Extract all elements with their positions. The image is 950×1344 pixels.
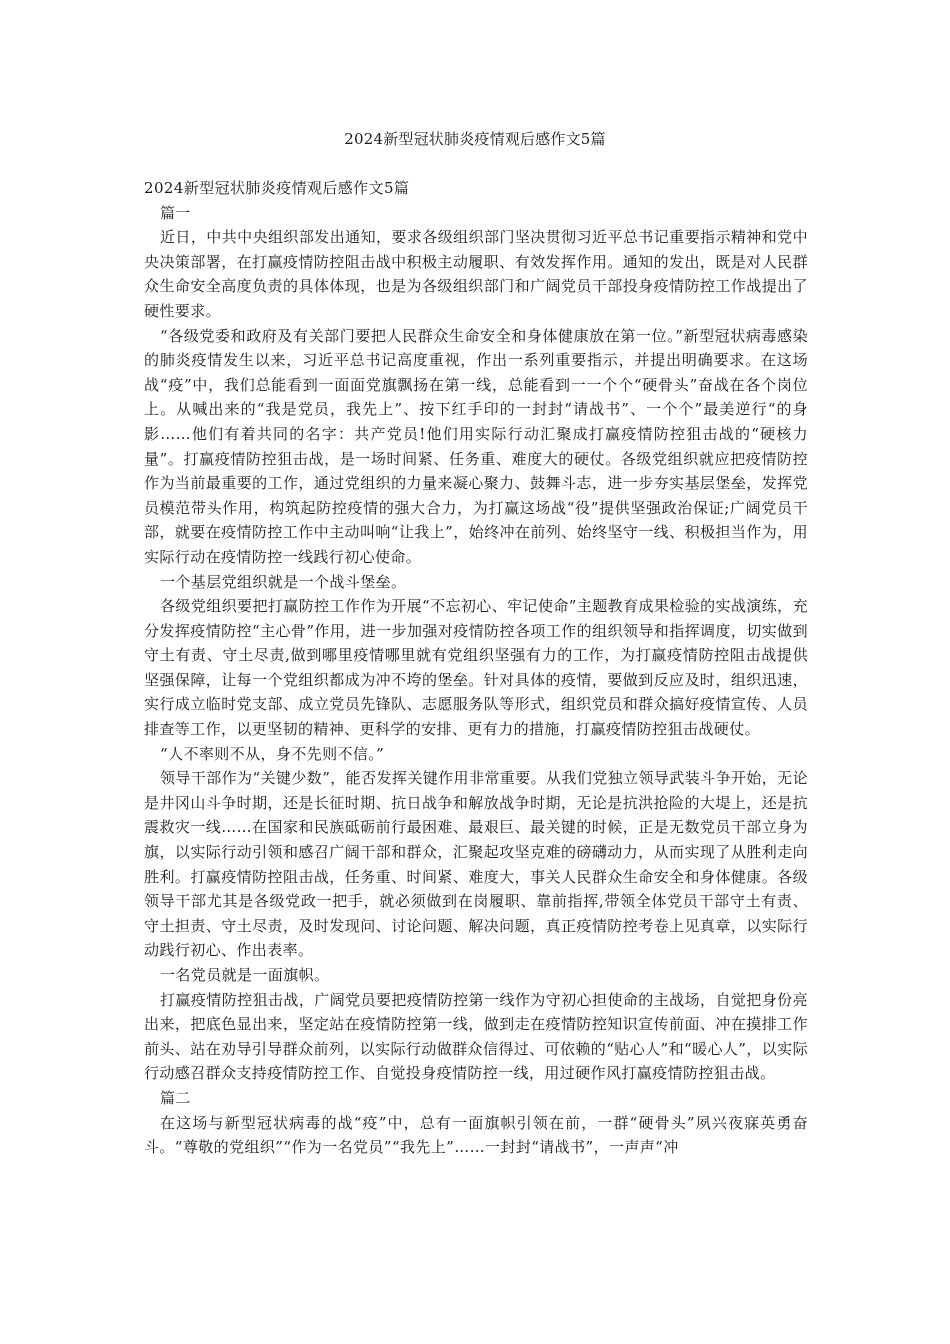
- document-subtitle: 2024新型冠状肺炎疫情观后感作文5篇: [144, 179, 410, 197]
- paragraph: “各级党委和政府及有关部门要把人民群众生命安全和身体健康放在第一位。”新型冠状病毒感染的肺炎疫情发生以来，习近平总书记高度重视，作出一系列重要指示，并提出明确要求。在这场战“疫”中，我们总能看到一面面党旗飘扬在第一线，总能看到一一个个“硬骨头”奋战在各个岗位上。从喊出来的“我是党员，我先上”、按下红手印的一封封“请战书”、一个个”最美逆行“的身影……他们有着共同的名字：共产党员!他们用实际行动汇聚成打赢疫情防控狙击战的“硬核力量”。打赢疫情防控狙击战，是一场时间紧、任务重、难度大的硬仗。各级党组织就应把疫情防控作为当前最重要的工作，通过党组织的力量来凝心聚力、鼓舞斗志，进一步夯实基层堡垒，发挥党员模范带头作用，构筑起防控疫情的强大合力，为打赢这场战“役”提供坚强政治保证;广阔党员干部，就要在疫情防控工作中主动叫响“让我上”，始终冲在前列、始终坚守一线、积极担当作为，用实际行动在疫情防控一线践行初心使命。: [144, 326, 808, 566]
- paragraph: 一名党员就是一面旗帜。: [160, 966, 330, 984]
- paragraph: 近日，中共中央组织部发出通知，要求各级组织部门坚决贯彻习近平总书记重要指示精神和党中央决策部署，在打赢疫情防控阻击战中积极主动履职、有效发挥作用。通知的发出，既是对人民群众生命安全高度负责的具体体现，也是为各级组织部门和广阔党员干部投身疫情防控工作战提出了硬性要求。: [144, 228, 808, 320]
- section-heading-1: 篇一: [160, 203, 191, 222]
- paragraph: 打赢疫情防控狙击战，广阔党员要把疫情防控第一线作为守初心担使命的主战场，自觉把身份亮出来，把底色显出来，坚定站在疫情防控第一线，做到走在疫情防控知识宣传前面、冲在摸排工作前头、站在劝导引导群众前列，以实际行动做群众信得过、可依赖的“贴心人”和“暖心人”，以实际行动感召群众支持疫情防控工作、自觉投身疫情防控一线，用过硬作风打赢疫情防控狙击战。: [144, 990, 808, 1083]
- paragraph: “人不率则不从，身不先则不信。”: [160, 744, 385, 763]
- paragraph: 在这场与新型冠状病毒的战“疫”中，总有一面旗帜引领在前，一群“硬骨头”夙兴夜寐英勇奋斗。“尊敬的党组织”“作为一名党员”“我先上”……一封封“请战书”，一声声“冲: [144, 1113, 808, 1157]
- paragraph: 领导干部作为“关键少数”，能否发挥关键作用非常重要。从我们党独立领导武装斗争开始，无论是井冈山斗争时期，还是长征时期、抗日战争和解放战争时期，无论是抗洪抢险的大堤上，还是抗震救灾一线……在国家和民族砥砺前行最困难、最艰巨、最关键的时候，正是无数党员干部立身为旗，以实际行动引领和感召广阔干部和群众，汇聚起攻坚克难的磅礴动力，从而实现了从胜利走向胜利。打赢疫情防控阻击战，任务重、时间紧、难度大，事关人民群众生命安全和身体健康。各级领导干部尤其是各级党政一把手，就必须做到在岗履职、靠前指挥,带领全体党员干部守土有责、守土担责、守土尽责，及时发现问、讨论问题、解决问题，真正疫情防控考卷上见真章，以实际行动践行初心、作出表率。: [144, 769, 808, 960]
- document-title: 2024新型冠状肺炎疫情观后感作文5篇: [344, 130, 606, 148]
- paragraph: 各级党组织要把打赢防控工作作为开展“不忘初心、牢记使命”主题教育成果检验的实战演练，充分发挥疫情防控“主心骨”作用，进一步加强对疫情防控各项工作的组织领导和指挥调度，切实做到守土有责、守土尽责,做到哪里疫情哪里就有党组织坚强有力的工作，为打赢疫情防控阻击战提供坚强保障，让每一个党组织都成为冲不垮的堡垒。针对具体的疫情，要做到反应及时，组织迅速，实行成立临时党支部、成立党员先锋队、志愿服务队等形式，组织党员和群众搞好疫情宣传、人员排查等工作，以更坚韧的精神、更科学的安排、更有力的措施，打赢疫情防控狙击战硬仗。: [144, 597, 808, 739]
- document-body: [144, 176, 808, 1160]
- paragraph: 一个基层党组织就是一个战斗堡垒。: [160, 572, 407, 591]
- section-heading-2: 篇二: [160, 1088, 191, 1107]
